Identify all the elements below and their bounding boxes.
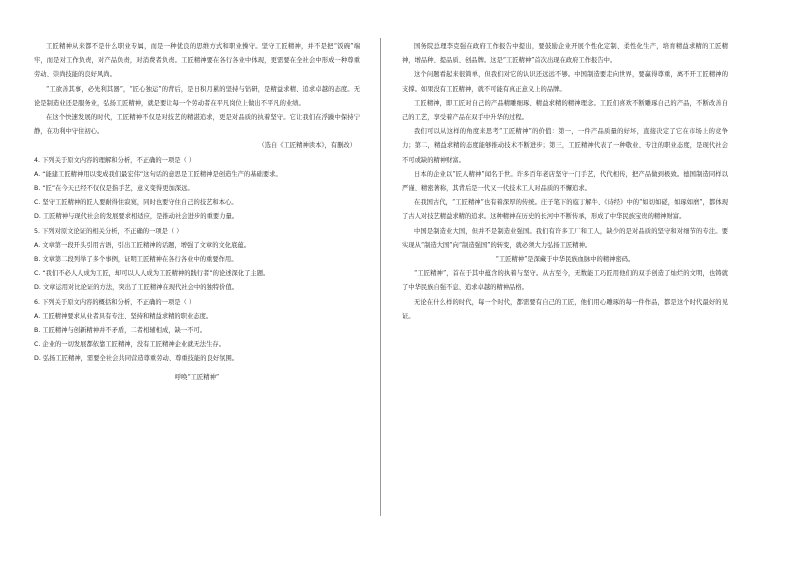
right-paragraph-1: 国务院总理李克强在政府工作报告中提出，要鼓励企业开展个性化定制、柔性化生产，培育精益求精的工匠精神，增品种、提品质、创品牌。这是“工匠精神”首次出现在政府工作报告中。: [402, 43, 728, 65]
question-6: 6. 下列关于原文内容的概括和分析，不正确的一项是（ ）: [34, 298, 196, 306]
question-5-option-a: A. 文章第一段开头引用古语，引出工匠精神的话题，增强了文章的文化底蕴。: [34, 241, 250, 249]
right-column: [402, 40, 728, 324]
question-5: 5. 下列对原文论证的相关分析，不正确的一项是（ ）: [34, 227, 183, 235]
left-column: [34, 40, 360, 385]
right-paragraph-3: 工匠精神，即工匠对自己的产品精雕细琢、精益求精的精神理念。工匠们喜欢不断雕琢自己的产品，不断改善自己的工艺，享受着产品在双手中升华的过程。: [402, 99, 728, 122]
source-citation: （选自《工匠精神读本》，有删改）: [258, 142, 356, 150]
right-paragraph-6: 在我国古代，“工匠精神”也有着深厚的传统。庄子笔下的庖丁解牛、《诗经》中的“如切如磋，如琢如磨”，都体现了古人对技艺精益求精的追求。这种精神在历史的长河中不断传承，形成了中华民族宝贵的精神财富。: [402, 199, 728, 221]
column-divider: [380, 38, 381, 516]
section-heading: “工匠精神”是深藏于中华民族血脉中的精神密码。: [495, 256, 635, 264]
right-paragraph-2: 这个问题看起来很简单，但我们对它的认识还远远不够。中国制造要走向世界，要赢得尊重，离不开工匠精神的支撑。如果没有工匠精神，就不可能有真正意义上的品牌。: [402, 71, 728, 93]
question-6-option-b: B. 工匠精神与创新精神并不矛盾，二者相辅相成，缺一不可。: [34, 327, 207, 335]
question-4-option-a: A. “能建工匠精神用以变成我们最宏伟”这句话的意思是工匠精神是创造生产的基础要求。: [34, 170, 282, 178]
right-paragraph-7: 中国是制造业大国，但并不是制造业强国。我们有许多工厂和工人，缺少的是对品质的坚守和对细节的专注。要实现从“制造大国”向“制造强国”的转变，就必须大力弘扬工匠精神。: [402, 227, 728, 249]
question-6-option-a: A. 工匠精神要求从业者具有专注、坚持和精益求精的职业态度。: [34, 312, 213, 320]
right-paragraph-9: 无论在什么样的时代，每一个时代，都需要有自己的工匠，他们用心雕琢的每一件作品，都是这个时代最好的见证。: [402, 298, 728, 320]
question-4: 4. 下列关于原文内容的理解和分析，不正确的一项是（ ）: [34, 156, 196, 164]
question-6-option-d: D. 弘扬工匠精神，需要全社会共同营造尊重劳动、尊重技能的良好氛围。: [34, 355, 239, 363]
question-6-option-c: C. 企业的一切发展都依靠工匠精神，没有工匠精神企业就无法生存。: [34, 341, 226, 349]
left-paragraph-1: 工匠精神从来都不是什么职业专属，而是一种优良的思维方式和职业操守。坚守工匠精神，并不是把“饭碗”端牢，而是对工作负责，对产品负责，对消费者负责。工匠精神要在各行各业中体现，更需要在全社会中形成一种尊重劳动、崇尚技能的良好风尚。: [34, 43, 360, 79]
right-paragraph-8: “工匠精神”，首在于其中蕴含的执着与坚守。从古至今，无数能工巧匠用他们的双手创造了灿烂的文明，也铸就了中华民族自强不息、追求卓越的精神品格。: [402, 270, 728, 292]
left-paragraph-2: “工欲善其事，必先利其器”，“匠心独运”的背后，是日积月累的坚持与钻研，是精益求精、追求卓越的态度。无论是制造业还是服务业，弘扬工匠精神，就是要让每一个劳动者在平凡岗位上做出不平凡的业绩。: [34, 85, 360, 107]
question-5-option-c: C. “我们不必人人成为工匠，却可以人人成为工匠精神的践行者”的论述深化了主题。: [34, 270, 270, 278]
left-paragraph-3: 在这个快速发展的时代，工匠精神不仅是对技艺的精湛追求，更是对品质的执着坚守。它让我们在浮躁中保持宁静，在功利中守住初心。: [34, 114, 360, 136]
question-4-option-d: D. 工匠精神与现代社会的发展要求相适应，是推动社会进步的重要力量。: [34, 213, 239, 221]
right-paragraph-4: 我们可以从这样的角度来思考“工匠精神”的价值：第一，一件产品质量的好坏，直接决定了它在市场上的竞争力；第二，精益求精的态度能够推动技术不断进步；第三，工匠精神代表了一种敬业、专注的职业态度，是现代社会不可或缺的精神财富。: [402, 128, 728, 164]
question-4-option-b: B. “匠”在今天已经不仅仅是指手艺，意义变得更加深远。: [34, 185, 194, 193]
question-4-option-c: C. 坚守工匠精神的匠人要耐得住寂寞，同时也要守住自己的技艺和本心。: [34, 199, 238, 207]
question-5-option-d: D. 文章运用对比论证的方法，突出了工匠精神在现代社会中的独特价值。: [34, 284, 239, 292]
passage-title: 呼唤“工匠精神”: [174, 373, 220, 381]
right-paragraph-5: 日本的企业以“匠人精神”闻名于世。许多百年老店坚守一门手艺，代代相传，把产品做到极致。德国制造同样以严谨、精密著称，其背后是一代又一代技术工人对品质的不懈追求。: [402, 170, 728, 193]
question-5-option-b: B. 文章第二段列举了多个事例，证明工匠精神在各行各业中的重要作用。: [34, 256, 238, 264]
